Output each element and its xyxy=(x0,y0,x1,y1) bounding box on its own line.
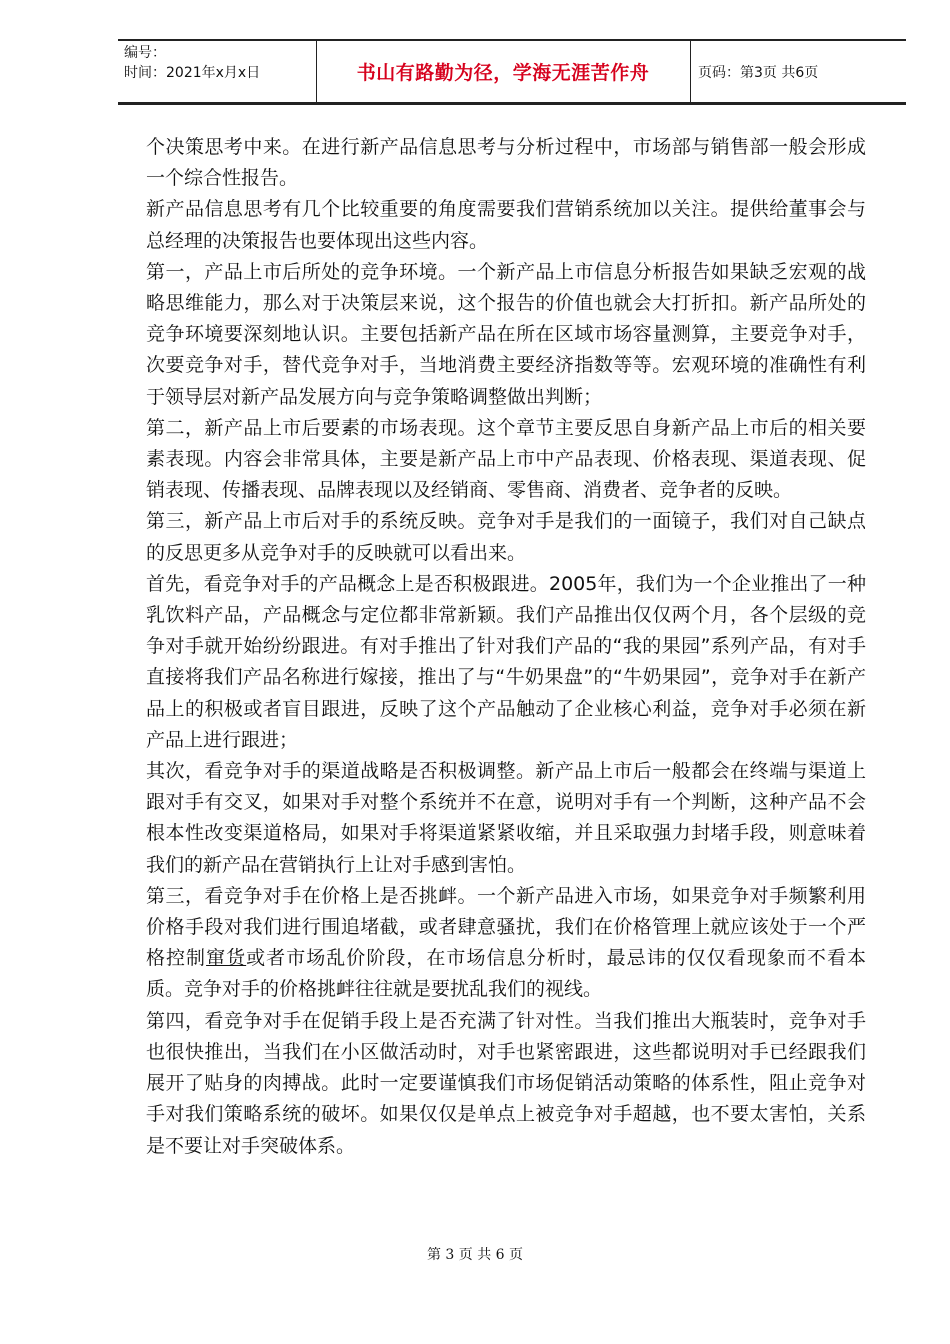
paragraph: 第二，新产品上市后要素的市场表现。这个章节主要反思自身新产品上市后的相关要素表现。内容会非常具体，主要是新产品上市中产品表现、价格表现、渠道表现、促销表现、传播表现、品牌表现以及经销商、零售商、消费者、竞争者的反映。 xyxy=(146,416,866,502)
header-page-info: 页码：第3页 共6页 xyxy=(698,64,819,81)
paragraph: 个决策思考中来。在进行新产品信息思考与分析过程中，市场部与销售部一般会形成一个综合性报告。 xyxy=(146,136,866,190)
paragraph: 首先，看竞争对手的产品概念上是否积极跟进。2005年，我们为一个企业推出了一种乳饮料产品，产品概念与定位都非常新颖。我们产品推出仅仅两个月，各个层级的竞争对手就开始纷纷跟进。有对手推出了针对我们产品的“我的果园”系列产品，有对手直接将我们产品名称进行嫁接，推出了与“牛奶果盘”的“牛奶果园”，竞争对手在新产品上的积极或者盲目跟进，反映了这个产品触动了企业核心利益，竞争对手必须在新产品上进行跟进； xyxy=(146,572,866,751)
header-motto: 书山有路勤为径，学海无涯苦作舟 xyxy=(356,62,650,84)
header-meta xyxy=(124,43,260,83)
paragraph: 第一，产品上市后所处的竞争环境。一个新产品上市信息分析报告如果缺乏宏观的战略思维能力，那么对于决策层来说，这个报告的价值也就会大打折扣。新产品所处的竞争环境要深刻地认识。主要包括新产品在所在区域市场容量测算，主要竞争对手，次要竞争对手，替代竞争对手，当地消费主要经济指数等等。宏观环境的准确性有利于领导层对新产品发展方向与竞争策略调整做出判断； xyxy=(146,260,866,408)
underlined-term: 窜货 xyxy=(206,947,247,970)
page-header xyxy=(118,39,906,105)
paragraph: 第四，看竞争对手在促销手段上是否充满了针对性。当我们推出大瓶装时，竞争对手也很快推出，当我们在小区做活动时，对手也紧密跟进，这些都说明对手已经跟我们展开了贴身的肉搏战。此时一定要谨慎我们市场促销活动策略的体系性，阻止竞争对手对我们策略系统的破坏。如果仅仅是单点上被竞争对手超越，也不要太害怕，关系是不要让对手突破体系。 xyxy=(146,1009,866,1157)
paragraph xyxy=(146,881,866,1006)
header-number-label: 编号： xyxy=(124,45,166,61)
paragraph-text: 第三，看竞争对手在价格上是否挑衅。一个新产品进入市场，如果竞争对手频繁利用价格手段对我们进行围追堵截，或者肆意骚扰，我们在价格管理上就应该处于一个严格控制 xyxy=(146,884,866,970)
page-footer: 第 3 页 共 6 页 xyxy=(426,1247,524,1263)
paragraph-text: 或者市场乱价阶段，在市场信息分析时，最忌讳的仅仅看现象而不看本质。竞争对手的价格挑衅往往就是要扰乱我们的视线。 xyxy=(146,947,866,1001)
header-divider xyxy=(690,41,691,102)
header-time-label: 时间：2021年x月x日 xyxy=(124,65,261,81)
paragraph: 第三，新产品上市后对手的系统反映。竞争对手是我们的一面镜子，我们对自己缺点的反思更多从竞争对手的反映就可以看出来。 xyxy=(146,510,866,564)
paragraph: 新产品信息思考有几个比较重要的角度需要我们营销系统加以关注。提供给董事会与总经理的决策报告也要体现出这些内容。 xyxy=(146,198,866,252)
paragraph: 其次，看竞争对手的渠道战略是否积极调整。新产品上市后一般都会在终端与渠道上跟对手有交叉，如果对手对整个系统并不在意，说明对手有一个判断，这种产品不会根本性改变渠道格局，如果对手将渠道紧紧收缩，并且采取强力封堵手段，则意味着我们的新产品在营销执行上让对手感到害怕。 xyxy=(146,760,866,876)
document-body xyxy=(146,132,866,1162)
